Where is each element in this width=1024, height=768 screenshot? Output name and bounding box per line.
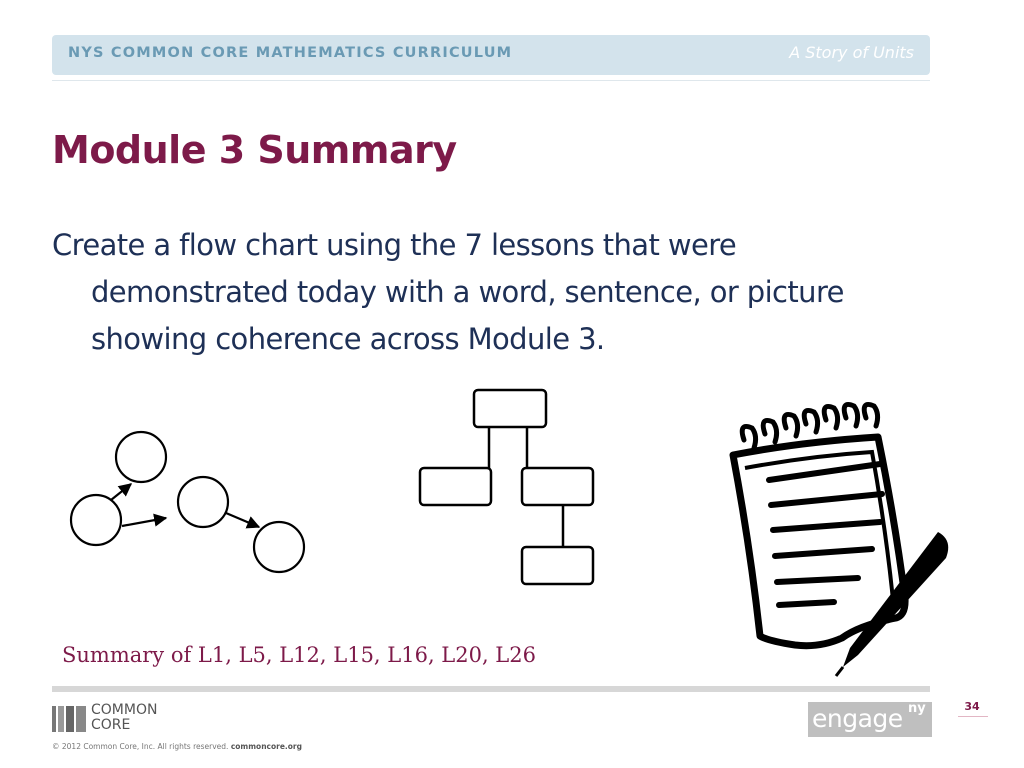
lesson-summary-caption: Summary of L1, L5, L12, L15, L16, L20, L26 [62, 643, 536, 667]
flow-circle-3 [178, 477, 228, 527]
slide-title: Module 3 Summary [52, 128, 457, 172]
flow-box-top [474, 390, 546, 427]
logo-text-line2: CORE [91, 717, 131, 733]
logo-text-line1: COMMON [91, 702, 158, 718]
flow-circle-4 [254, 522, 304, 572]
flow-arrow-2 [122, 518, 166, 526]
body-line-1: Create a flow chart using the 7 lessons that were [52, 228, 737, 262]
box-flow-diagram [420, 390, 593, 584]
body-line-2: demonstrated today with a word, sentence, or picture [91, 275, 844, 309]
page-number: 34 [964, 700, 980, 713]
footer-divider [52, 686, 930, 692]
common-core-wordmark [91, 703, 157, 733]
flow-arrow-3 [226, 513, 259, 527]
body-line-3: showing coherence across Module 3. [91, 322, 605, 356]
common-core-logo [52, 704, 86, 734]
copyright-text: © 2012 Common Core, Inc. All rights reserved. [52, 742, 229, 751]
notepad-pen-icon [733, 405, 948, 677]
page-number-underline [958, 716, 988, 717]
engage-ny-superscript: ny [908, 701, 926, 716]
flow-box-right [522, 468, 593, 505]
flow-circle-1 [116, 432, 166, 482]
flow-circle-2 [71, 495, 121, 545]
copyright-notice [52, 742, 302, 751]
circle-flow-diagram [71, 432, 304, 572]
curriculum-label: NYS COMMON CORE MATHEMATICS CURRICULUM [68, 45, 513, 61]
copyright-site: commoncore.org [230, 742, 303, 751]
engage-ny-logo [808, 702, 932, 737]
series-label: A Story of Units [789, 43, 914, 62]
flow-arrow-1 [111, 484, 131, 500]
engage-wordmark: engage [812, 704, 903, 733]
flow-box-left [420, 468, 491, 505]
flow-box-bottom [522, 547, 593, 584]
